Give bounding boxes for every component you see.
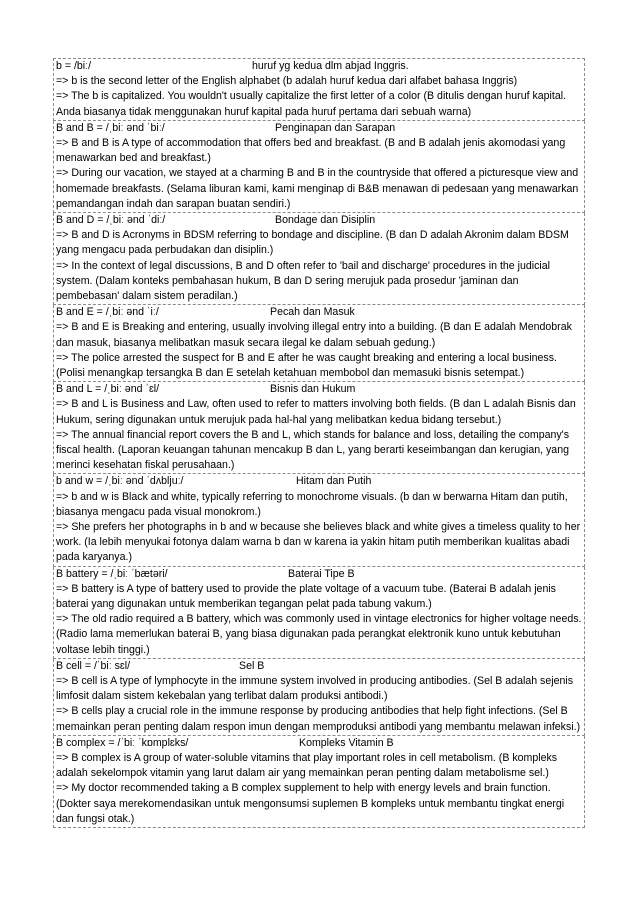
glossary-document [53, 58, 585, 828]
entry-term: b = /biː/ [56, 60, 92, 72]
entry-header [56, 474, 582, 489]
entry-example-line: => B battery is A type of battery used to provide the plate voltage of a vacuum tube. (Baterai B adalah jenis baterai yang digunakan untuk memberikan tegangan pelat pada tabung vakum.) [56, 582, 556, 610]
glossary-entry [53, 213, 585, 305]
glossary-entry [53, 121, 585, 213]
glossary-entry [53, 382, 585, 474]
entry-example-line: => B and L is Business and Law, often used to refer to matters involving both fields. (B dan L adalah Bisnis dan Hukum, sering digunakan untuk merujuk pada hal-hal yang melibatkan kedua bidang tersebut.) [56, 398, 576, 426]
glossary-entry [53, 736, 585, 828]
entry-example-line: => My doctor recommended taking a B complex supplement to help with energy levels and brain function. (Dokter saya merekomendasikan untuk mengonsumsi suplemen B kompleks untuk membantu tingkat energi dan fungsi otak.) [56, 782, 565, 825]
glossary-entry [53, 58, 585, 121]
entry-header [56, 213, 582, 228]
entry-header [56, 567, 582, 582]
glossary-entry [53, 305, 585, 382]
entry-header [56, 121, 582, 136]
entry-translation: Penginapan dan Sarapan [275, 121, 396, 134]
entry-term: B and B = /ˌbiː ənd ˈbiː/ [56, 121, 165, 134]
entry-header [56, 59, 582, 74]
entry-term: B complex = /ˈbiː ˈkɒmplɛks/ [56, 736, 189, 749]
glossary-entry [53, 567, 585, 659]
entry-translation: Bisnis dan Hukum [270, 383, 356, 396]
entry-header [56, 736, 582, 751]
entry-term: b and w = /ˌbiː ənd ˈdʌbljuː/ [56, 475, 184, 488]
entry-term: B and D = /ˌbiː ənd ˈdiː/ [56, 214, 166, 226]
entry-example-line: => b and w is Black and white, typically referring to monochrome visuals. (b dan w berwarna Hitam dan putih, biasanya mengacu pada visual monokrom.) [56, 490, 568, 518]
entry-translation: Sel B [239, 659, 265, 672]
entry-example-line: => She prefers her photographs in b and w because she believes black and white gives a timeless quality to her work. (Ia lebih menyukai fotonya dalam warna b dan w karena ia yakin hitam putih memberikan kualitas abadi pada karyanya.) [56, 521, 581, 564]
entry-translation: Baterai Tipe B [288, 567, 355, 580]
entry-example-line: => B cell is A type of lymphocyte in the immune system involved in producing antibodies. (Sel B adalah sejenis limfosit dalam sistem kekebalan yang terlibat dalam produksi antibodi.) [56, 675, 574, 703]
entry-example-line: => The b is capitalized. You wouldn't usually capitalize the first letter of a color (B ditulis dengan huruf kapital. Anda biasanya tidak menggunakan huruf kapital pada huruf pertama dari sebuah warna) [56, 90, 567, 118]
glossary-entry [53, 474, 585, 566]
entry-example-line: => B cells play a crucial role in the immune response by producing antibodies that help fight infections. (Sel B memainkan peran penting dalam respon imun dengan memproduksi antibodi yang membantu melawan infeksi.) [56, 705, 581, 733]
entry-example-line: => In the context of legal discussions, B and D often refer to 'bail and discharge' procedures in the judicial system. (Dalam konteks pembahasan hukum, B dan D sering merujuk pada prosedur 'jaminan dan pembebasan' dalam sistem peradilan.) [56, 259, 551, 302]
entry-example-line: => B and B is A type of accommodation that offers bed and breakfast. (B and B adalah jenis akomodasi yang menawarkan bed and breakfast.) [56, 136, 566, 165]
entry-header [56, 382, 582, 397]
entry-term: B and L = /ˌbiː ənd ˈɛl/ [56, 383, 160, 396]
entry-example-line: => The police arrested the suspect for B and E after he was caught breaking and entering a local business. (Polisi menangkap tersangka B dan E setelah ketahuan membobol dan memasuki bisnis setempat.) [56, 351, 557, 379]
entry-term: B cell = /ˈbiː sɛl/ [56, 659, 131, 672]
entry-header [56, 659, 582, 674]
entry-example-line: => During our vacation, we stayed at a charming B and B in the countryside that offered a picturesque view and homemade breakfasts. (Selama liburan kami, kami menginap di B&B menawan di pedesaan yang menawarkan pemandangan indah dan sarapan buatan sendiri.) [56, 167, 579, 210]
entry-term: B and E = /ˌbiː ənd ˈiː/ [56, 306, 159, 319]
entry-translation: Kompleks Vitamin B [299, 736, 394, 749]
entry-example-line: => b is the second letter of the English alphabet (b adalah huruf kedua dari alfabet bahasa Inggris) [56, 75, 518, 88]
entry-example-line: => The old radio required a B battery, which was commonly used in vintage electronics for higher voltage needs. (Radio lama memerlukan baterai B, yang biasa digunakan pada perangkat elektronik kuno untuk kebutuhan voltase lebih tinggi.) [56, 613, 582, 656]
entry-term: B battery = /ˌbiː ˈbætəri/ [56, 567, 168, 580]
entry-translation: huruf yg kedua dlm abjad Inggris. [252, 60, 409, 72]
entry-header [56, 305, 582, 320]
entry-translation: Hitam dan Putih [296, 475, 372, 488]
entry-example-line: => B complex is A group of water-soluble vitamins that play important roles in cell metabolism. (B kompleks adalah sekelompok vitamin yang larut dalam air yang memainkan peran penting dalam metabolisme sel.) [56, 752, 558, 780]
entry-translation: Bondage dan Disiplin [275, 214, 376, 226]
entry-example-line: => B and E is Breaking and entering, usually involving illegal entry into a building. (B dan E adalah Mendobrak dan masuk, biasanya melibatkan masuk secara ilegal ke dalam sebuah gedung.) [56, 321, 572, 349]
glossary-entry [53, 659, 585, 736]
entry-example-line: => B and D is Acronyms in BDSM referring to bondage and discipline. (B dan D adalah Akronim dalam BDSM yang mengacu pada perbudakan dan disiplin.) [56, 229, 569, 257]
entry-translation: Pecah dan Masuk [270, 306, 355, 319]
entry-example-line: => The annual financial report covers the B and L, which stands for balance and loss, detailing the company's fiscal health. (Laporan keuangan tahunan mencakup B dan L, yang berarti keseimbangan dan kerugian, yang merinci kesehatan fiskal perusahaan.) [56, 428, 569, 472]
